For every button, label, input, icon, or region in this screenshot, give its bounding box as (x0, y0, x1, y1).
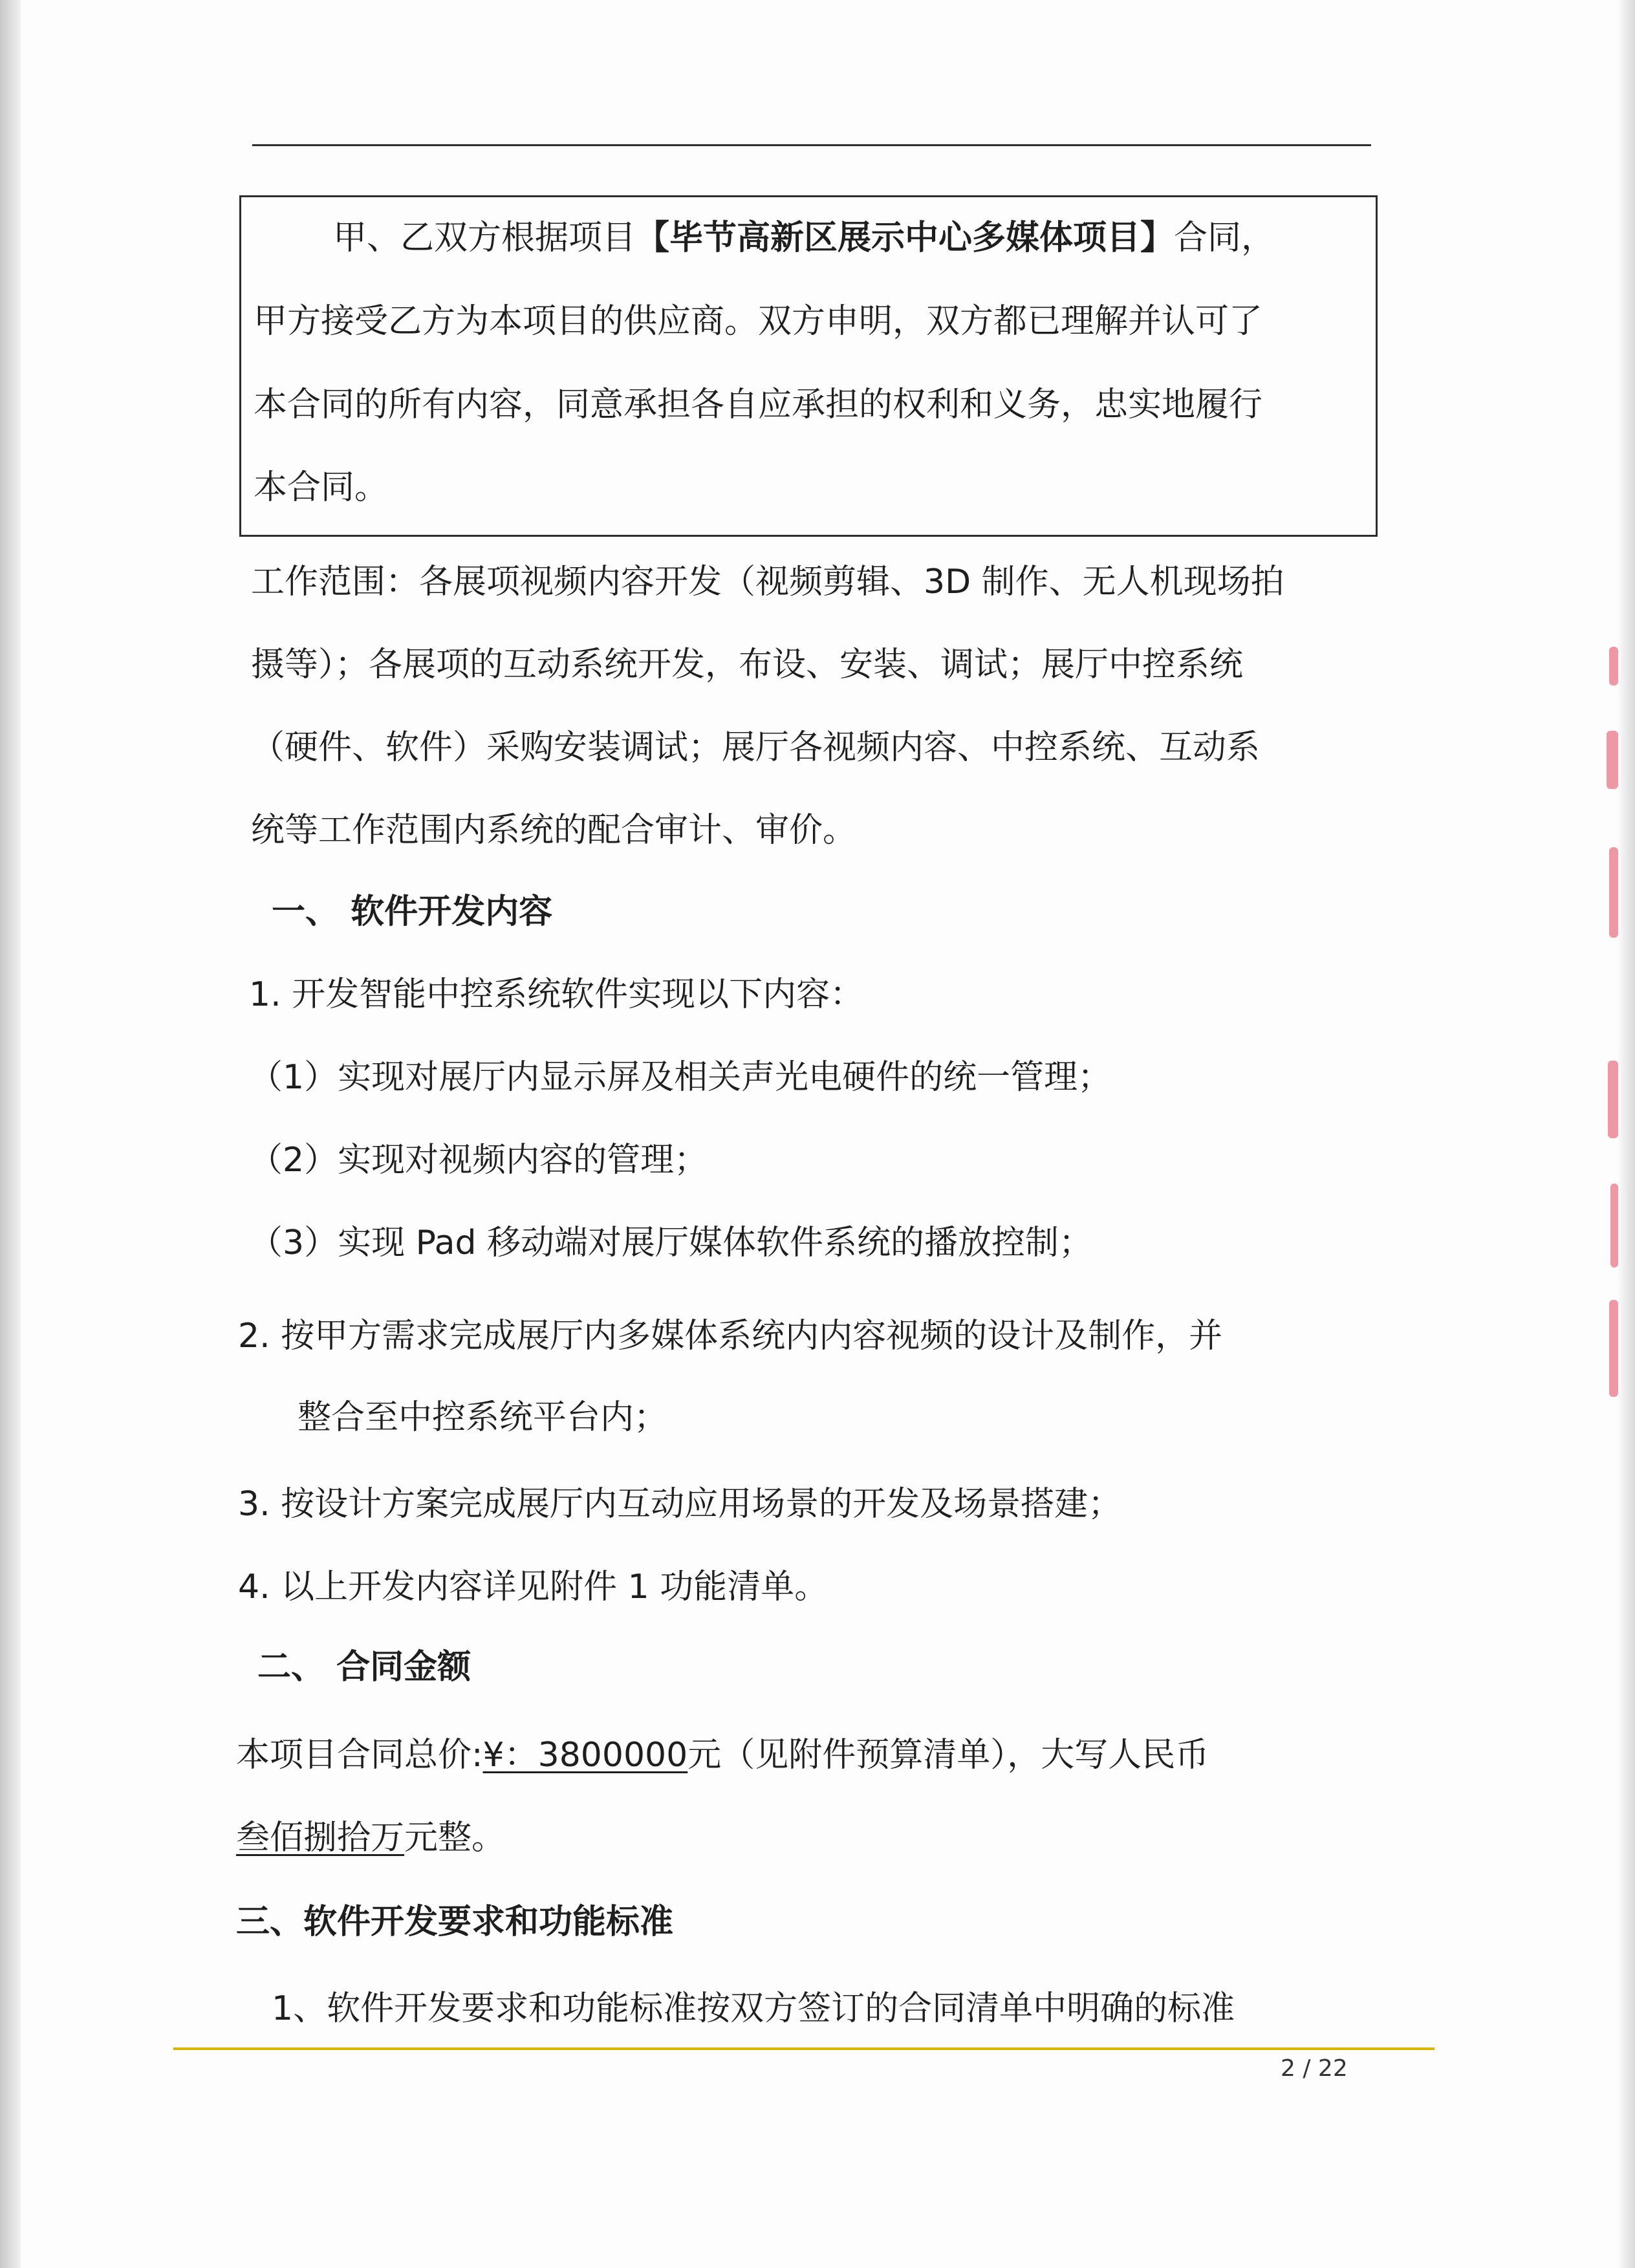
scope-line-4: 统等工作范围内系统的配合审计、审价。 (251, 811, 857, 850)
section-1-item: （2）实现对视频内容的管理； (249, 1141, 708, 1180)
seal-fragment (1610, 1183, 1618, 1268)
header-rule (252, 144, 1371, 146)
seal-fragment (1609, 1300, 1618, 1397)
project-name: 【毕节高新区展示中心多媒体项目】 (636, 219, 1175, 257)
capital-amount: 叁佰捌拾万 (236, 1819, 405, 1857)
capital-amount-line (236, 1817, 505, 1859)
preamble-line-2: 甲方接受乙方为本项目的供应商。双方申明，双方都已理解并认可了 (254, 302, 1263, 341)
footer-rule (173, 2047, 1435, 2050)
section-2-heading: 二、 合同金额 (257, 1648, 471, 1687)
seal-fragment (1607, 731, 1618, 789)
capital-amount-suffix: 元整。 (404, 1819, 506, 1857)
page-edge-shadow (1618, 0, 1635, 2268)
scope-line-3: （硬件、软件）采购安装调试；展厅各视频内容、中控系统、互动系 (251, 728, 1261, 767)
seal-fragment (1608, 1061, 1618, 1138)
section-1-heading: 一、 软件开发内容 (272, 892, 553, 931)
section-1-item: 2. 按甲方需求完成展厅内多媒体系统内内容视频的设计及制作，并 (238, 1317, 1223, 1355)
section-1-item: 整合至中控系统平台内； (298, 1398, 668, 1437)
section-1-item: 3. 按设计方案完成展厅内互动应用场景的开发及场景搭建； (238, 1485, 1122, 1524)
section-1-item: （1）实现对展厅内显示屏及相关声光电硬件的统一管理； (249, 1058, 1112, 1097)
preamble-line-3: 本合同的所有内容，同意承担各自应承担的权利和义务，忠实地履行 (254, 385, 1263, 424)
page-number: 2 / 22 (1281, 2055, 1348, 2082)
preamble-text: 合同， (1174, 219, 1275, 257)
section-3-heading: 三、软件开发要求和功能标准 (236, 1903, 674, 1941)
section-1-item: 1. 开发智能中控系统软件实现以下内容： (249, 975, 864, 1014)
section-1-item: （3）实现 Pad 移动端对展厅媒体软件系统的播放控制； (249, 1224, 1093, 1262)
section-3-item: 1、软件开发要求和功能标准按双方签订的合同清单中明确的标准 (272, 1989, 1235, 2028)
section-1-item: 4. 以上开发内容详见附件 1 功能清单。 (238, 1568, 828, 1606)
price-label: 本项目合同总价: (236, 1736, 483, 1775)
seal-fragment (1609, 647, 1618, 686)
preamble-line-4: 本合同。 (254, 468, 389, 507)
price-note: 元（见附件预算清单），大写人民币 (688, 1736, 1209, 1775)
preamble-text: 甲、乙双方根据项目 (333, 219, 636, 257)
price-amount: ¥：3800000 (482, 1736, 688, 1775)
scope-line-1: 工作范围：各展项视频内容开发（视频剪辑、3D 制作、无人机现场拍 (251, 563, 1284, 601)
seal-fragment (1609, 847, 1618, 938)
scope-line-2: 摄等）；各展项的互动系统开发，布设、安装、调试；展厅中控系统 (251, 645, 1244, 684)
binding-shadow (0, 0, 21, 2268)
contract-price-line (236, 1734, 1209, 1776)
preamble-line-1 (333, 217, 1275, 259)
